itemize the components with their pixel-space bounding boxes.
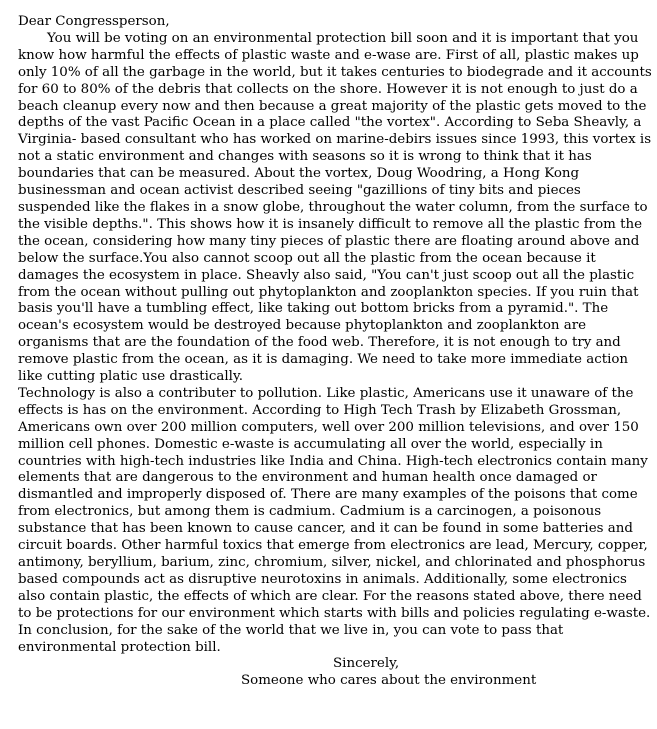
letter-closing: Sincerely, (333, 656, 400, 672)
letter-signature: Someone who cares about the environment (241, 673, 537, 689)
letter-greeting: Dear Congressperson, (18, 14, 170, 29)
body-paragraph-plastic: You will be voting on an environmental protection bill soon and it is important that you know how harmful the effects of plastic waste and e-wase are. First of all, plastic makes up only 10% of all the garbage in the world, but it takes centuries to biodegrade and it accounts for 60 to 80% of the debris that collects on the shore. However it is not enough to just do a beach cleanup every now and then because a great majority of the plastic gets moved to the depths of the vast Pacific Ocean in a place called "the vortex". According to Seba Sheavly, a Virginia- based consultant who has worked on marine-debirs issues since 1993, this vortex is not a static environment and changes with seasons so it is wrong to think that it has boundaries that can be measured. About the vortex, Doug Woodring, a Hong Kong businessman and ocean activist described seeing "gazillions of tiny bits and pieces suspended like the flakes in a snow globe, throughout the water column, from the surface to the visible depths.". This shows how it is insanely difficult to remove all the plastic from the the ocean, considering how many tiny pieces of plastic there are floating around above and below the surface.You also cannot scoop out all the plastic from the ocean because it damages the ecosystem in place. Sheavly also said, "You can't just scoop out all the plastic from the ocean without pulling out phytoplankton and zooplankton species. If you ruin that basis you'll have a tumbling effect, like taking out bottom bricks from a pyramid.". The ocean's ecosystem would be destroyed because phytoplankton and zooplankton are organisms that are the foundation of the food web. Therefore, it is not enough to try and remove plastic from the ocean, as it is damaging. We need to take more immediate action like cutting platic use drastically. (18, 30, 652, 385)
body-paragraph-conclusion: In conclusion, for the sake of the world that we live in, you can vote to pass that environmental protection bill. (18, 622, 564, 655)
body-paragraph-ewaste: Technology is also a contributer to pollution. Like plastic, Americans use it unaware of the effects is has on the environment. According to High Tech Trash by Elizabeth Grossman, Americans own over 200 million computers, well over 200 million televisions, and over 150 million cell phones. Domestic e-waste is accumulating all over the world, especially in countries with high-tech industries like India and China. High-tech electronics contain many elements that are dangerous to the environment and human health once damaged or dismantled and improperly disposed of. There are many examples of the poisons that come from electronics, but among them is cadmium. Cadmium is a carcinogen, a poisonous substance that has been known to cause cancer, and it can be found in some batteries and circuit boards. Other harmful toxics that emerge from electronics are lead, Mercury, copper, antimony, beryllium, barium, zinc, chromium, silver, nickel, and chlorinated and phosphorus based compounds act as disruptive neurotoxins in animals. Additionally, some electronics also contain plastic, the effects of which are clear. For the reasons stated above, there need to be protections for our environment which starts with bills and policies regulating e-waste. (18, 385, 651, 621)
